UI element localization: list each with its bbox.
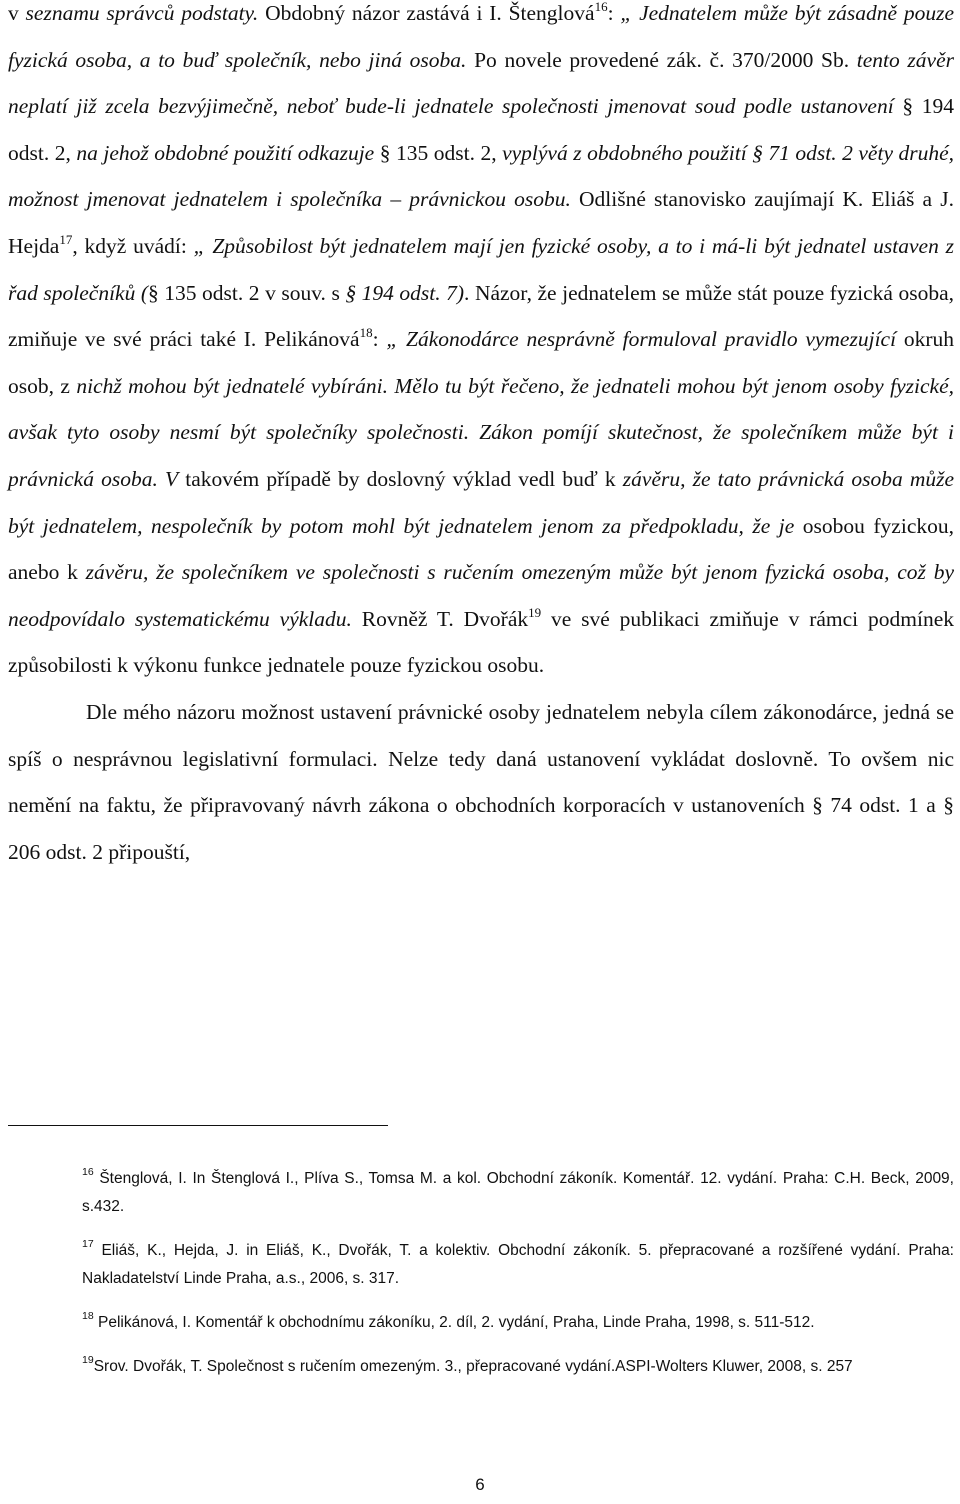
quote-run: vyplývá z obdobného použití	[496, 140, 747, 165]
footnote-18	[82, 1309, 954, 1337]
text-run: § 135 odst. 2,	[374, 140, 497, 165]
footnote-text: Srov. Dvořák, T. Společnost s ručením omezeným. 3., přepracované vydání.ASPI-Wolters Kluwer, 2008, s. 257	[93, 1358, 853, 1375]
quote-run: na jehož obdobné použití odkazuje	[70, 140, 375, 165]
footnote-16	[82, 1165, 954, 1221]
footnotes	[82, 1165, 954, 1397]
quote-run: ručením omezeným může být jenom fyzická osoba, což by neodpovídalo systematickému výkladu.	[8, 560, 954, 631]
footnote-number: 19	[82, 1354, 94, 1366]
quote-run: „ Zákonodárce nesprávně formuloval pravidlo vymezující	[386, 327, 897, 352]
text-run: Obdobný názor zastává i I. Štenglová	[258, 1, 595, 25]
text-run: Po novele provedené zák. č. 370/2000 Sb.	[466, 47, 850, 72]
quote-run: věty druhé, možnost jmenovat jednatelem i společníka – právnickou osobu.	[8, 140, 955, 212]
quote-run: závěru, že společníkem ve společnosti s	[85, 560, 444, 585]
quote-run: závěru, že tato právnická osoba může být jednatelem, nespolečník by potom mohl být jednatelem jenom za předpokladu, že je	[8, 466, 955, 538]
text-run: Rovněž T. Dvořák	[351, 606, 529, 631]
footnote-text: Pelikánová, I. Komentář k obchodnímu zákoníku, 2. díl, 2. vydání, Praha, Linde Praha, 1998, s. 511-512.	[93, 1314, 815, 1331]
footnote-number: 16	[82, 1166, 94, 1178]
paragraph-2: Dle mého názoru možnost ustavení právnické osoby jednatelem nebyla cílem zákonodárce, jedná se spíš o nesprávnou legislativní formulaci. Nelze tedy daná ustanovení vykládat doslovně. To ovšem nic nemění na faktu, že připravovaný návrh zákona o obchodních korporacích v ustanoveních § 74 odst. 1 a § 206 odst. 2 připouští,	[8, 699, 954, 864]
quote-run: § 71 odst. 2	[746, 140, 853, 165]
text-run: v	[8, 1, 26, 25]
paragraph-1	[8, 0, 954, 689]
footnote-17	[82, 1237, 954, 1293]
text-run: . Názor, že jednatelem se může stát pouze fyzická osoba, zmiňuje ve své práci také I. Pelikánová	[8, 280, 955, 352]
footnote-ref-19[interactable]: 19	[528, 604, 542, 620]
text-run: takovém případě by doslovný výklad vedl buď k	[178, 466, 623, 491]
footnote-ref-18[interactable]: 18	[359, 325, 373, 341]
text-run: osobou fyzickou, anebo k	[8, 513, 954, 585]
text-run: § 135 odst. 2 v souv. s	[148, 280, 340, 305]
quote-run: seznamu správců podstaty.	[25, 1, 259, 25]
body-text	[8, 0, 954, 875]
footnote-number: 18	[82, 1310, 94, 1322]
quote-run: „ Jednatelem může být zásadně pouze fyzická osoba, a to buď společník, nebo jiná osoba.	[8, 1, 955, 72]
text-run: :	[607, 1, 621, 25]
footnote-19	[82, 1353, 954, 1381]
quote-run: nichž mohou být jednatelé vybíráni. Mělo tu být řečeno, že jednateli mohou být jenom osoby fyzické, avšak tyto osoby nesmí být společníky společnosti. Zákon pomíjí skutečnost, že společníkem může být i právnická osoba. V	[8, 373, 954, 491]
footnote-ref-17[interactable]: 17	[59, 231, 73, 247]
footnote-ref-16[interactable]: 16	[594, 0, 608, 14]
footnote-text: Eliáš, K., Hejda, J. in Eliáš, K., Dvořák, T. a kolektiv. Obchodní zákoník. 5. přepracované a rozšířené vydání. Praha: Nakladatelství Linde Praha, a.s., 2006, s. 317.	[82, 1242, 954, 1287]
quote-run: „ Způsobilost být jednatelem mají jen fyzické osoby, a to i má-li být jednatel ustaven z řad společníků (	[8, 233, 954, 305]
text-run: , když uvádí:	[72, 233, 194, 258]
text-run: ve své publikaci zmiňuje v rámci podmínek způsobilosti k výkonu funkce jednatele pouze fyzickou osobu.	[8, 606, 954, 678]
footnote-number: 17	[82, 1238, 94, 1250]
quote-run: § 194 odst. 7)	[339, 280, 465, 305]
text-run: okruh osob, z	[8, 327, 954, 398]
text-run: Odlišné stanovisko zaujímají K. Eliáš a J. Hejda	[8, 187, 954, 258]
footnote-separator	[8, 1125, 388, 1126]
text-run: :	[372, 327, 387, 352]
page-number: 6	[475, 1475, 485, 1494]
footnote-text: Štenglová, I. In Štenglová I., Plíva S., Tomsa M. a kol. Obchodní zákoník. Komentář. 12. vydání. Praha: C.H. Beck, 2009, s.432.	[82, 1170, 954, 1215]
text-run: § 194 odst. 2,	[8, 94, 954, 165]
quote-run: tento závěr neplatí již zcela bezvýjimečně, neboť bude-li jednatele společnosti jmenovat soud podle ustanovení	[8, 47, 954, 119]
